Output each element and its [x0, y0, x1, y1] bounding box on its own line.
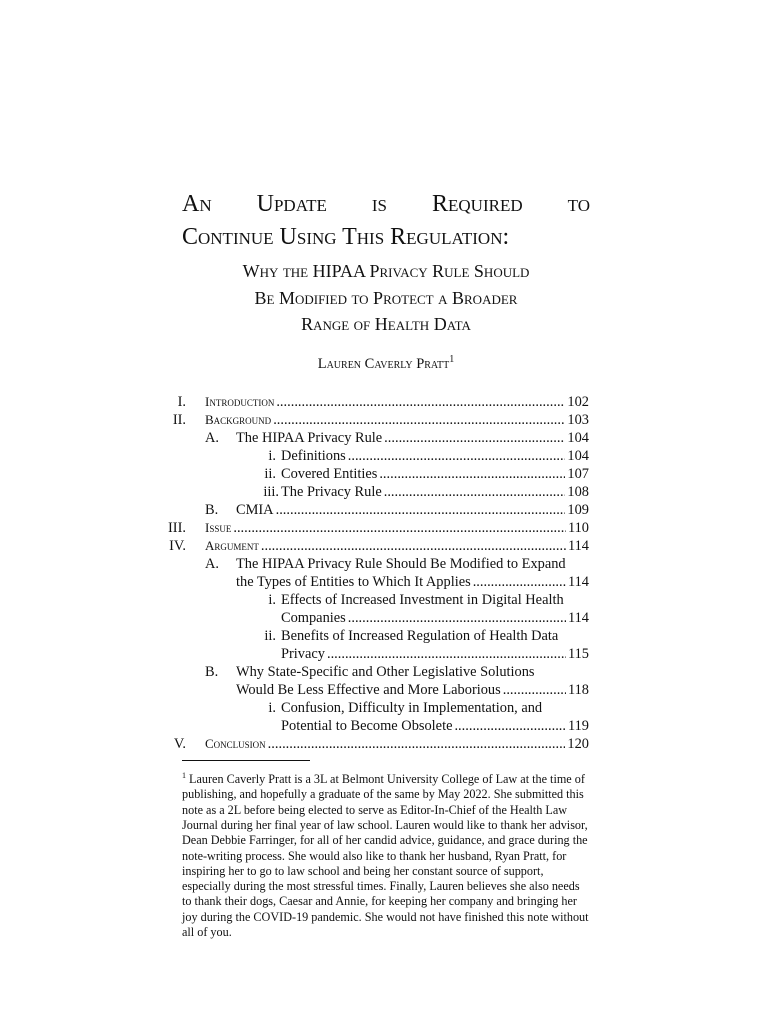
toc-entry-state-specific-cont: [0, 681, 770, 699]
toc-label: Argument: [205, 538, 259, 553]
toc-entry-line: [281, 645, 589, 663]
toc-page: 119: [567, 718, 589, 734]
footnote: [182, 768, 592, 940]
toc-label: Covered Entities: [281, 466, 378, 482]
author-byline: [182, 354, 590, 373]
title-word: An: [182, 191, 212, 217]
title-word: Required: [432, 191, 523, 217]
toc-label: Issue: [205, 520, 232, 535]
toc-label: Definitions: [281, 448, 346, 464]
subtitle-line-2: Be Modified to Protect a Broader: [254, 287, 518, 308]
toc-entry-line: [236, 501, 589, 519]
toc-leader: [327, 645, 566, 663]
toc-entry-background: [0, 411, 770, 429]
toc-page: 120: [567, 736, 589, 752]
toc-label: Background: [205, 412, 272, 427]
toc-label: Conclusion: [205, 736, 266, 751]
toc-entry-line: [205, 537, 589, 555]
article-subtitle: [182, 258, 590, 338]
toc-label: The HIPAA Privacy Rule Should Be Modified to Expand: [236, 556, 566, 572]
toc-number: V.: [173, 736, 186, 752]
toc-page: 114: [567, 538, 589, 554]
toc-page: 109: [567, 502, 589, 518]
toc-label: Effects of Increased Investment in Digital Health: [281, 592, 564, 608]
title-line-1: [182, 188, 590, 221]
toc-entry-line: [236, 429, 589, 447]
toc-page: 104: [567, 448, 589, 464]
toc-entry-confusion-cont: [0, 717, 770, 735]
footnote-reference: 1: [449, 354, 455, 365]
footnote-divider: [182, 760, 310, 761]
toc-entry-benefits-cont: [0, 645, 770, 663]
toc-label: Potential to Become Obsolete: [281, 718, 453, 734]
toc-label: Confusion, Difficulty in Implementation, and: [281, 700, 543, 716]
toc-leader: [379, 465, 565, 483]
toc-entry-benefits: [0, 627, 770, 645]
toc-roman: ii.: [264, 628, 276, 644]
toc-entry-line: [281, 465, 589, 483]
toc-letter: A.: [205, 430, 219, 446]
toc-roman: i.: [268, 448, 276, 464]
toc-page: 114: [567, 610, 589, 626]
toc-entry-state-specific: [0, 663, 770, 681]
toc-page: 118: [567, 682, 589, 698]
toc-page: 114: [567, 574, 589, 590]
toc-label: Would Be Less Effective and More Laborious: [236, 682, 501, 698]
toc-number: I.: [177, 394, 186, 410]
toc-leader: [273, 411, 565, 429]
toc-page: 104: [567, 430, 589, 446]
toc-roman: i.: [268, 700, 276, 716]
toc-page: 110: [567, 520, 589, 536]
toc-number: III.: [168, 520, 186, 536]
toc-page: 102: [567, 394, 589, 410]
toc-leader: [261, 537, 566, 555]
footnote-mark: 1: [182, 771, 186, 780]
toc-leader: [384, 483, 566, 501]
toc-entry-the-privacy-rule: [0, 483, 770, 501]
footnote-text: Lauren Caverly Pratt is a 3L at Belmont University College of Law at the time of publishing, and hopefully a graduate of the same by May 2022. She submitted this note as a 2L before being elected to serve as Editor-In-Chief of the Health Law Journal during her final year of law school. Lauren would like to thank her advisor, Dean Debbie Farringer, for all of her candid advice, guidance, and grace during the note-writing process. She would also like to thank her husband, Ryan Pratt, for inspiring her to go to law school and being her constant source of support, especially during the most stressful times. Finally, Lauren believes she also needs to thank their dogs, Caesar and Annie, for keeping her company and bringing her joy during the COVID-19 pandemic. She would not have finished this note without all of you.: [182, 772, 589, 940]
toc-entry-line: [205, 411, 589, 429]
toc-entry-line: [281, 609, 589, 627]
toc-leader: [503, 681, 566, 699]
toc-number: II.: [172, 412, 186, 428]
toc-page: 103: [567, 412, 589, 428]
toc-entry-line: [281, 447, 589, 465]
toc-label: The HIPAA Privacy Rule: [236, 430, 383, 446]
toc-label: Why State-Specific and Other Legislative Solutions: [236, 664, 535, 680]
toc-entry-cmia: [0, 501, 770, 519]
toc-label: CMIA: [236, 502, 274, 518]
toc-label: the Types of Entities to Which It Applies: [236, 574, 471, 590]
toc-label: Companies: [281, 610, 346, 626]
toc-entry-line: [205, 393, 589, 411]
toc-leader: [348, 447, 566, 465]
toc-entry-confusion: [0, 699, 770, 717]
toc-leader: [473, 573, 566, 591]
author-name: Lauren Caverly Pratt: [317, 355, 450, 372]
subtitle-line-3: Range of Health Data: [301, 314, 471, 334]
toc-entry-definitions: [0, 447, 770, 465]
toc-page: 107: [567, 466, 589, 482]
article-title: [182, 188, 590, 254]
toc-page: 108: [567, 484, 589, 500]
toc-label: Privacy: [281, 646, 325, 662]
toc-leader: [454, 717, 565, 735]
toc-roman: i.: [268, 592, 276, 608]
toc-leader: [276, 501, 566, 519]
toc-leader: [276, 393, 565, 411]
toc-entry-covered-entities: [0, 465, 770, 483]
toc-letter: B.: [205, 502, 219, 518]
toc-entry-introduction: [0, 393, 770, 411]
toc-label: Benefits of Increased Regulation of Health Data: [281, 628, 559, 644]
toc-entry-hipaa-privacy-rule: [0, 429, 770, 447]
toc-page: 115: [567, 646, 589, 662]
toc-roman: iii.: [263, 484, 279, 500]
toc-leader: [268, 735, 566, 753]
toc-entry-line: [236, 681, 589, 699]
title-line-2: Continue Using This Regulation:: [182, 224, 510, 250]
title-word: to: [567, 191, 590, 217]
toc-leader: [384, 429, 565, 447]
toc-entry-argument: [0, 537, 770, 555]
toc-number: IV.: [169, 538, 186, 554]
toc-entry-line: [281, 717, 589, 735]
toc-entry-expand-entities-cont: [0, 573, 770, 591]
title-word: is: [371, 191, 387, 217]
toc-leader: [233, 519, 566, 537]
toc-roman: ii.: [264, 466, 276, 482]
toc-entry-line: [281, 483, 589, 501]
toc-label: The Privacy Rule: [281, 484, 382, 500]
toc-entry-conclusion: [0, 735, 770, 753]
toc-entry-digital-health: [0, 591, 770, 609]
subtitle-line-1: Why the HIPAA Privacy Rule Should: [242, 261, 530, 281]
title-word: Update: [256, 191, 327, 217]
toc-leader: [348, 609, 566, 627]
toc-entry-line: [205, 519, 589, 537]
toc-letter: A.: [205, 556, 219, 572]
toc-entry-expand-entities: [0, 555, 770, 573]
toc-entry-line: [236, 573, 589, 591]
toc-entry-digital-health-cont: [0, 609, 770, 627]
toc-entry-issue: [0, 519, 770, 537]
toc-entry-line: [205, 735, 589, 753]
toc-label: Introduction: [205, 394, 275, 409]
toc-letter: B.: [205, 664, 219, 680]
